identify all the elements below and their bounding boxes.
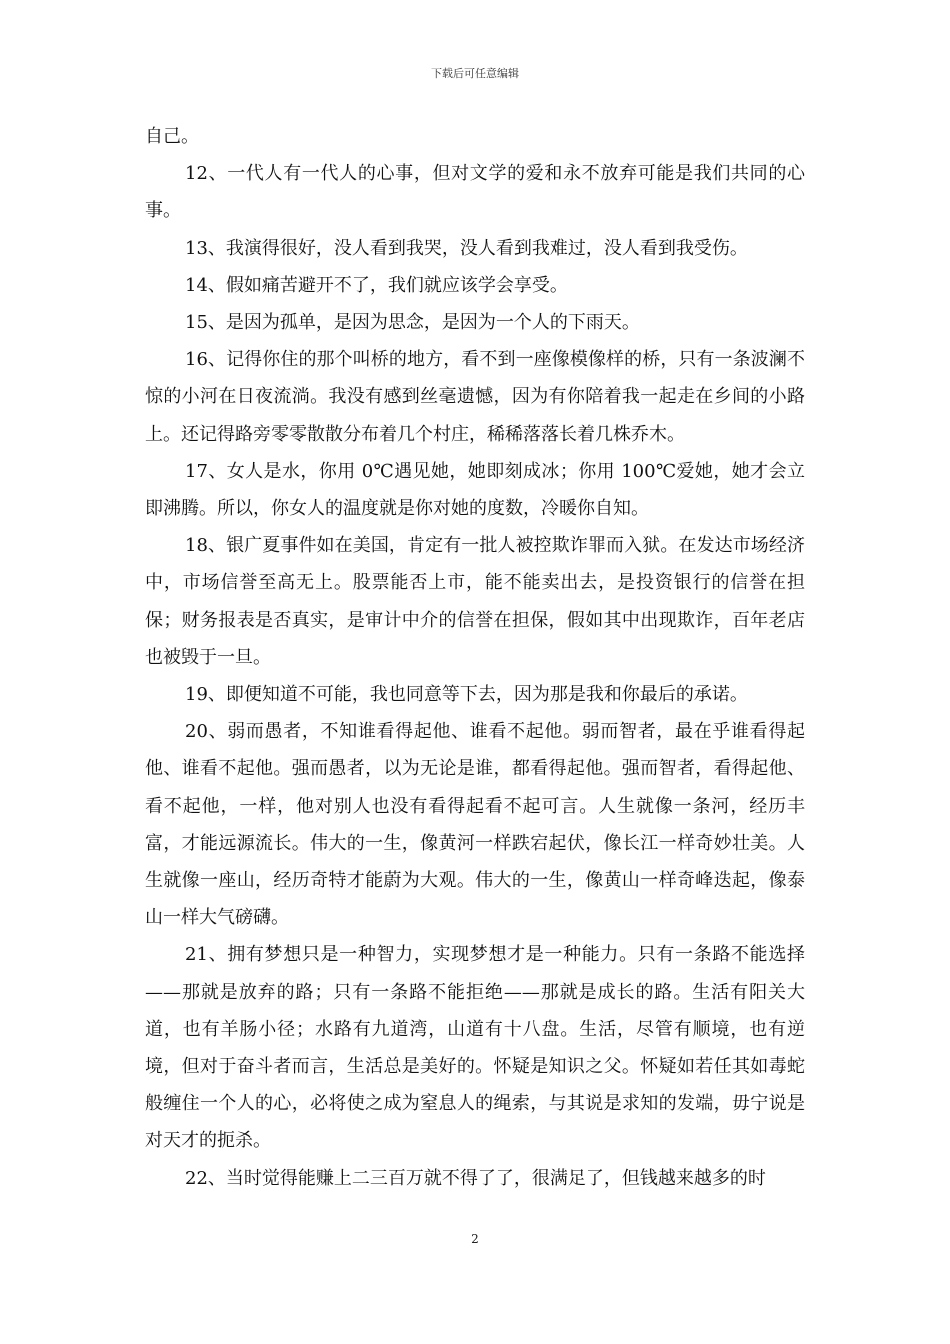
paragraph-14: 14、假如痛苦避开不了，我们就应该学会享受。 — [185, 274, 568, 296]
paragraph-20: 20、弱而愚者，不知谁看得起他、谁看不起他。弱而智者，最在乎谁看得起他、谁看不起他。强而愚者，以为无论是谁，都看得起他。强而智者，看得起他、看不起他，一样，他对别人也没有看得起看不起可言。人生就像一条河，经历丰富，才能远源流长。伟大的一生，像黄河一样跌宕起伏，像长江一样奇妙壮美。人生就像一座山，经历奇特才能蔚为大观。伟大的一生，像黄山一样奇峰迭起，像泰山一样大气磅礴。 — [145, 721, 805, 929]
paragraph-21: 21、拥有梦想只是一种智力，实现梦想才是一种能力。只有一条路不能选择——那就是放弃的路；只有一条路不能拒绝——那就是成长的路。生活有阳关大道，也有羊肠小径；水路有九道湾，山道有十八盘。生活，尽管有顺境，也有逆境，但对于奋斗者而言，生活总是美好的。怀疑是知识之父。怀疑如若任其如毒蛇般缠住一个人的心，必将使之成为窒息人的绳索，与其说是求知的发端，毋宁说是对天才的扼杀。 — [145, 944, 805, 1152]
paragraph-16: 16、记得你住的那个叫桥的地方，看不到一座像模像样的桥，只有一条波澜不惊的小河在日夜流淌。我没有感到丝毫遗憾，因为有你陪着我一起走在乡间的小路上。还记得路旁零零散散分布着几个村庄，稀稀落落长着几株乔木。 — [145, 349, 805, 445]
paragraph-12: 12、一代人有一代人的心事，但对文学的爱和永不放弃可能是我们共同的心事。 — [145, 163, 805, 222]
paragraph-13: 13、我演得很好，没人看到我哭，没人看到我难过，没人看到我受伤。 — [185, 237, 748, 259]
document-body — [145, 118, 805, 1197]
paragraph-18: 18、银广夏事件如在美国，肯定有一批人被控欺诈罪而入狱。在发达市场经济中，市场信誉至高无上。股票能否上市，能不能卖出去，是投资银行的信誉在担保；财务报表是否真实，是审计中介的信誉在担保，假如其中出现欺诈，百年老店也被毁于一旦。 — [145, 535, 805, 668]
paragraph-17: 17、女人是水，你用 0℃遇见她，她即刻成冰；你用 100℃爱她，她才会立即沸腾。所以，你女人的温度就是你对她的度数，冷暖你自知。 — [145, 460, 805, 520]
paragraph-19: 19、即便知道不可能，我也同意等下去，因为那是我和你最后的承诺。 — [185, 684, 748, 706]
paragraph-22: 22、当时觉得能赚上二三百万就不得了了，很满足了，但钱越来越多的时 — [185, 1167, 766, 1189]
page-number: 2 — [471, 1232, 479, 1246]
paragraph-15: 15、是因为孤单，是因为思念，是因为一个人的下雨天。 — [185, 312, 640, 334]
page-header: 下载后可任意编辑 — [431, 67, 519, 80]
paragraph-continuation: 自己。 — [145, 126, 199, 147]
